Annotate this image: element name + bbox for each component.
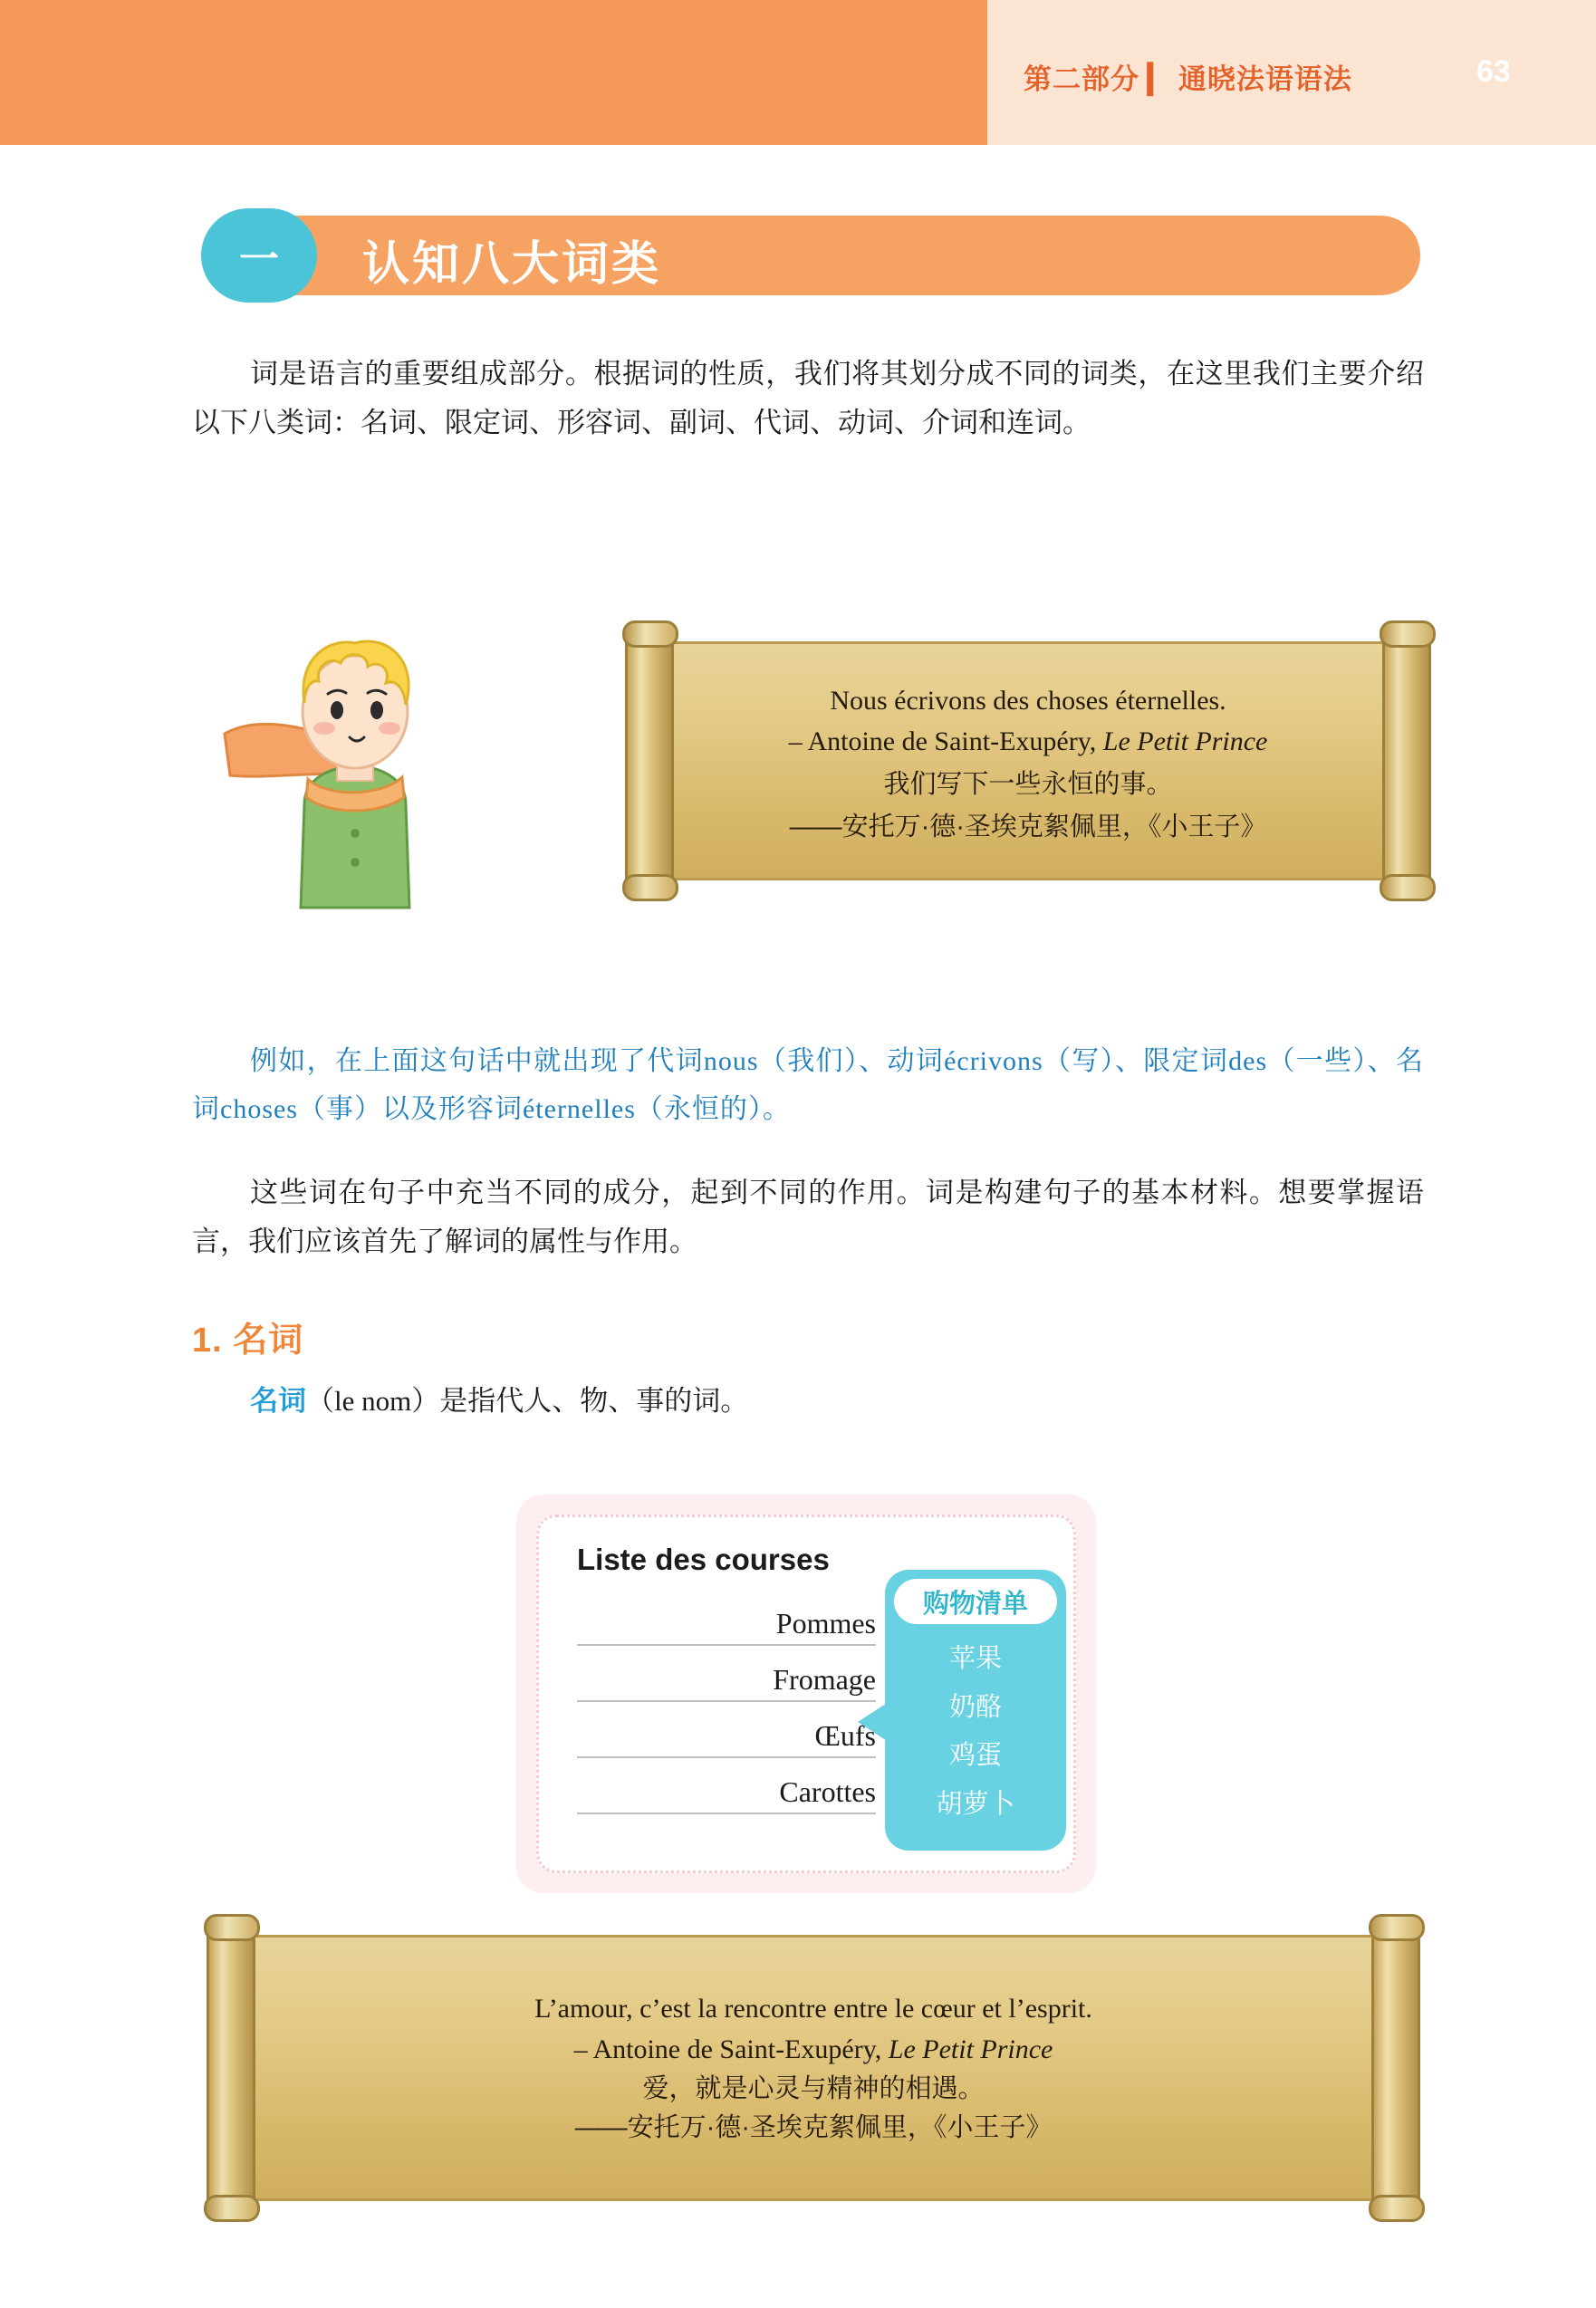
shopping-list-title: Liste des courses	[577, 1543, 830, 1576]
list-item-label: Œufs	[814, 1719, 876, 1752]
quote-scroll-bottom	[207, 1919, 1420, 2217]
shopping-list-card	[516, 1495, 1096, 1893]
shopping-list-rows	[577, 1590, 876, 1814]
quote-top-attribution-prefix: – Antoine de Saint-Exupéry,	[788, 726, 1103, 756]
shopping-list-inner	[536, 1515, 1076, 1873]
quote-scroll-top	[625, 625, 1431, 897]
list-item-translation: 苹果	[948, 1644, 1002, 1673]
list-item-label: Pommes	[775, 1607, 876, 1640]
translation-bubble-items	[885, 1635, 1066, 1830]
header-breadcrumb	[1024, 56, 1352, 97]
list-item	[577, 1590, 876, 1646]
translation-bubble-title: 购物清单	[894, 1579, 1057, 1624]
list-item	[577, 1702, 876, 1758]
intro-paragraph: 词是语言的重要组成部分。根据词的性质，我们将其划分成不同的词类，在这里我们主要介绍以下八类词：名词、限定词、形容词、副词、代词、动词、介词和连词。	[192, 358, 1424, 439]
header-separator: ▎	[1148, 63, 1170, 95]
scroll-roll-left-icon	[625, 625, 674, 897]
quote-top-attribution-work: Le Petit Prince	[1102, 726, 1268, 756]
section-number-label: 一	[239, 237, 279, 282]
list-item-translation: 奶酪	[948, 1692, 1002, 1722]
section-number-badge	[201, 208, 317, 303]
page-header-band	[0, 0, 1596, 145]
translation-bubble	[885, 1570, 1066, 1851]
scroll-roll-left-icon	[207, 1919, 255, 2217]
header-section-label: 通晓法语语法	[1178, 63, 1352, 95]
quote-top-chinese: 我们写下一些永恒的事。	[883, 769, 1173, 799]
noun-definition-paragraph	[192, 1377, 1424, 1426]
list-item-label: Fromage	[773, 1663, 876, 1696]
little-prince-illustration	[217, 616, 489, 915]
list-item	[577, 1646, 876, 1702]
list-item-translation: 鸡蛋	[948, 1741, 1002, 1771]
quote-bottom-attribution	[574, 2029, 1053, 2070]
scroll-roll-right-icon	[1371, 1919, 1420, 2217]
example-note-paragraph: 例如，在上面这句话中就出现了代词nous（我们）、动词écrivons（写）、限定词des（一些）、名词choses（事）以及形容词éternelles（永恒的）。	[192, 1046, 1424, 1124]
quote-scroll-top-body	[661, 641, 1395, 880]
list-item	[577, 1758, 876, 1814]
noun-definition-rest: （le nom）是指代人、物、事的词。	[306, 1385, 749, 1417]
quote-bottom-chinese: 爱，就是心灵与精神的相遇。	[642, 2073, 985, 2103]
quote-bottom-attribution-work: Le Petit Prince	[888, 2034, 1053, 2064]
section-title: 认知八大词类	[362, 238, 662, 291]
list-item-label: Carottes	[779, 1775, 876, 1808]
quote-top-attribution	[789, 721, 1268, 762]
quote-scroll-bottom-body	[243, 1935, 1384, 2201]
noun-keyword: 名词	[250, 1385, 306, 1417]
quote-bottom-attribution-prefix: – Antoine de Saint-Exupéry,	[573, 2034, 889, 2064]
header-part-label: 第二部分	[1024, 63, 1139, 95]
quote-bottom-chinese-attribution: ——安托万·德·圣埃克絮佩里，《小王子》	[574, 2113, 1053, 2142]
scroll-roll-right-icon	[1382, 625, 1431, 897]
quote-bottom-french: L’amour, c’est la rencontre entre le cœur et l’esprit.	[534, 1993, 1092, 2024]
quote-top-chinese-attribution: ——安托万·德·圣埃克絮佩里，《小王子》	[789, 813, 1267, 841]
roles-paragraph: 这些词在句子中充当不同的成分，起到不同的作用。词是构建句子的基本材料。想要掌握语言，我们应该首先了解词的属性与作用。	[192, 1177, 1424, 1258]
list-item-translation: 胡萝卜	[936, 1789, 1015, 1819]
page-number: 63	[1476, 54, 1511, 89]
quote-top-french: Nous écrivons des choses éternelles.	[830, 685, 1226, 716]
subsection-heading-noun: 1. 名词	[192, 1322, 304, 1360]
